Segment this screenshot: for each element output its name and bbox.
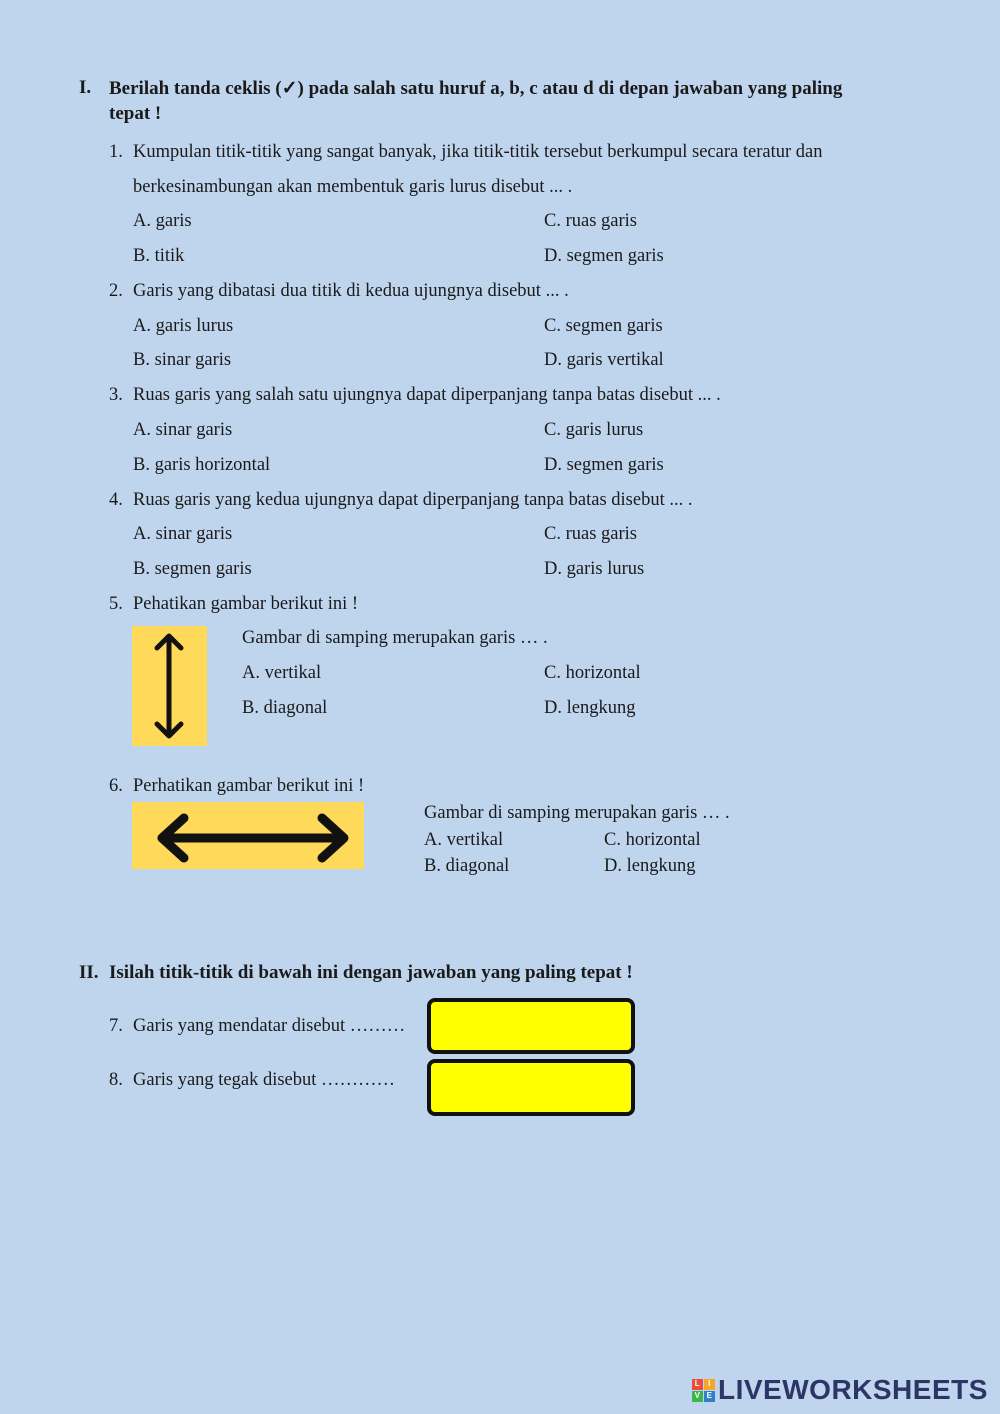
option-b[interactable]: B. diagonal — [242, 698, 328, 718]
option-a[interactable]: A. garis lurus — [133, 316, 234, 336]
option-b[interactable]: B. diagonal — [424, 856, 510, 876]
section-1-number: I. — [79, 77, 92, 98]
section-1-title-cont: tepat ! — [109, 103, 162, 124]
option-c[interactable]: C. segmen garis — [544, 316, 663, 336]
question-number: 3. — [109, 385, 123, 405]
logo-text: LIVEWORKSHEETS — [718, 1374, 988, 1405]
question-text: Ruas garis yang salah satu ujungnya dapat diperpanjang tanpa batas disebut ... . — [133, 385, 721, 405]
option-a[interactable]: A. garis — [133, 211, 192, 231]
question-number: 1. — [109, 142, 123, 162]
option-c[interactable]: C. garis lurus — [544, 420, 644, 440]
option-c[interactable]: C. horizontal — [544, 663, 641, 683]
question-number: 6. — [109, 776, 123, 796]
logo-letter: E — [704, 1391, 715, 1402]
option-b[interactable]: B. titik — [133, 246, 185, 266]
logo-letter: L — [692, 1379, 703, 1390]
question-number: 4. — [109, 490, 123, 510]
question-number: 7. — [109, 1016, 123, 1036]
vertical-arrow-image — [132, 626, 207, 746]
question-number: 2. — [109, 281, 123, 301]
answer-input-7[interactable] — [427, 998, 635, 1054]
option-c[interactable]: C. ruas garis — [544, 524, 637, 544]
section-1-title: Berilah tanda ceklis (✓) pada salah satu huruf a, b, c atau d di depan jawaban yang paling — [109, 78, 843, 99]
option-a[interactable]: A. sinar garis — [133, 524, 233, 544]
option-d[interactable]: D. garis lurus — [544, 559, 645, 579]
option-d[interactable]: D. garis vertikal — [544, 350, 664, 370]
option-b[interactable]: B. sinar garis — [133, 350, 232, 370]
question-text: Perhatikan gambar berikut ini ! — [133, 776, 365, 796]
option-a[interactable]: A. sinar garis — [133, 420, 233, 440]
liveworksheets-logo — [692, 1374, 988, 1406]
question-text: Garis yang mendatar disebut ……… — [133, 1016, 406, 1036]
question-text: Garis yang tegak disebut ………… — [133, 1070, 396, 1090]
question-text: Ruas garis yang kedua ujungnya dapat diperpanjang tanpa batas disebut ... . — [133, 490, 693, 510]
option-d[interactable]: D. lengkung — [604, 856, 696, 876]
vertical-double-arrow-icon — [132, 626, 207, 746]
section-2-number: II. — [79, 962, 99, 983]
option-c[interactable]: C. ruas garis — [544, 211, 637, 231]
horizontal-arrow-image — [132, 802, 364, 869]
option-c[interactable]: C. horizontal — [604, 830, 701, 850]
question-text-cont: berkesinambungan akan membentuk garis lurus disebut ... . — [133, 177, 573, 197]
question-number: 5. — [109, 594, 123, 614]
option-d[interactable]: D. segmen garis — [544, 455, 664, 475]
question-number: 8. — [109, 1070, 123, 1090]
option-d[interactable]: D. lengkung — [544, 698, 636, 718]
question-prompt: Gambar di samping merupakan garis … . — [424, 803, 730, 823]
answer-input-8[interactable] — [427, 1059, 635, 1116]
option-d[interactable]: D. segmen garis — [544, 246, 664, 266]
question-prompt: Gambar di samping merupakan garis … . — [242, 628, 548, 648]
question-text: Garis yang dibatasi dua titik di kedua ujungnya disebut ... . — [133, 281, 569, 301]
horizontal-double-arrow-icon — [132, 802, 364, 869]
option-b[interactable]: B. segmen garis — [133, 559, 252, 579]
logo-letter: I — [704, 1379, 715, 1390]
option-a[interactable]: A. vertikal — [424, 830, 504, 850]
question-text: Kumpulan titik-titik yang sangat banyak, jika titik-titik tersebut berkumpul secara teratur dan — [133, 142, 823, 162]
logo-letter: V — [692, 1391, 703, 1402]
option-b[interactable]: B. garis horizontal — [133, 455, 271, 475]
logo-mark-icon — [692, 1379, 715, 1402]
section-2-title: Isilah titik-titik di bawah ini dengan jawaban yang paling tepat ! — [109, 962, 633, 983]
question-text: Pehatikan gambar berikut ini ! — [133, 594, 359, 614]
option-a[interactable]: A. vertikal — [242, 663, 322, 683]
